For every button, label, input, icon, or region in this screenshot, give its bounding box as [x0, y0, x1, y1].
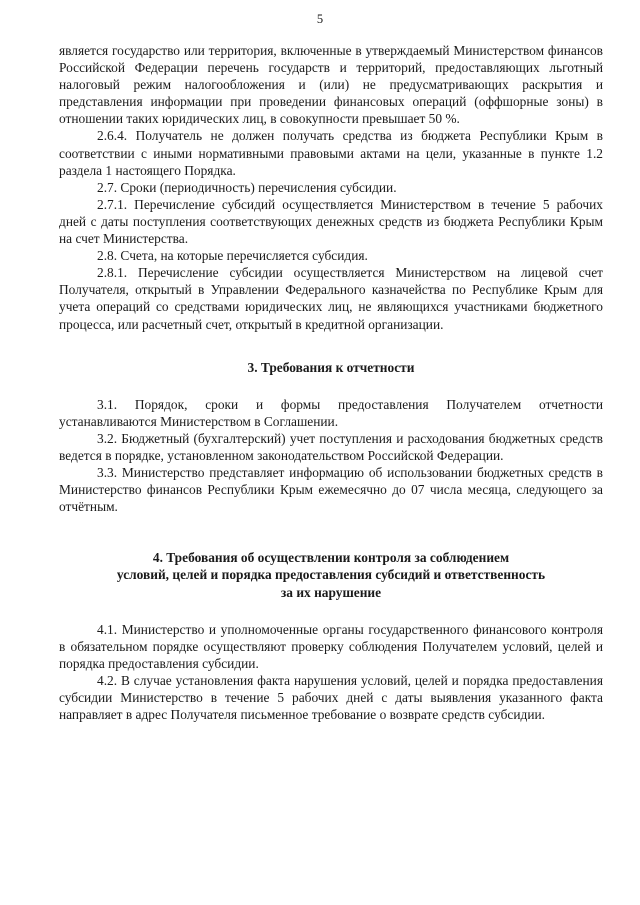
document-body [59, 42, 603, 723]
section-4-heading-line: условий, целей и порядка предоставления субсидий и ответственность [116, 567, 546, 583]
paragraph-3-1: 3.1. Порядок, сроки и формы предоставления Получателем отчетности устанавливаются Министерством в Соглашении. [59, 396, 603, 429]
paragraph-2-6-4: 2.6.4. Получатель не должен получать средства из бюджета Республики Крым в соответствии с иными нормативными правовыми актами на цели, указанные в пункте 1.2 раздела 1 настоящего Порядка. [59, 128, 603, 178]
paragraph-4-2: 4.2. В случае установления факта нарушения условий, целей и порядка предоставления субсидии Министерство в течение 5 рабочих дней с даты выявления указанного факта направляет в адрес Получателя письменное требование о возврате средств субсидии. [59, 672, 603, 723]
paragraph-2-8: 2.8. Счета, на которые перечисляется субсидия. [97, 248, 368, 264]
section-4-heading-line: 4. Требования об осуществлении контроля за соблюдением [152, 550, 510, 566]
section-3-heading: 3. Требования к отчетности [247, 359, 415, 375]
section-4-heading [59, 549, 603, 600]
section-4-heading-line: за их нарушение [280, 584, 382, 600]
paragraph-2-7: 2.7. Сроки (периодичность) перечисления субсидии. [97, 179, 397, 195]
paragraph-3-2: 3.2. Бюджетный (бухгалтерский) учет поступления и расходования бюджетных средств ведется в порядке, установленном законодательством Российской Федерации. [59, 430, 603, 463]
paragraph-4-1: 4.1. Министерство и уполномоченные органы государственного финансового контроля в обязательном порядке осуществляют проверку соблюдения Получателем условий, целей и порядка предоставления субсидии. [59, 621, 603, 671]
paragraph-3-3: 3.3. Министерство представляет информацию об использовании бюджетных средств в Министерство финансов Республики Крым ежемесячно до 07 числа месяца, следующего за отчётным. [59, 465, 603, 515]
page-number: 5 [316, 12, 324, 26]
paragraph-2-7-1: 2.7.1. Перечисление субсидий осуществляется Министерством в течение 5 рабочих дней с даты поступления соответствующих денежных средств из бюджета Республики Крым на счет Министерства. [59, 196, 603, 247]
continued-paragraph: является государство или территория, включенные в утверждаемый Министерством финансов Российской Федерации перечень государств и территорий, предоставляющих льготный налоговый режим налогообложения и (или) не предусматривающих раскрытия и представления информации при проведении финансовых операций (оффшорные зоны) в отношении таких юридических лиц, в совокупности превышает 50 %. [59, 43, 603, 127]
paragraph-2-8-1: 2.8.1. Перечисление субсидии осуществляется Министерством на лицевой счет Получателя, открытый в Управлении Федерального казначейства по Республике Крым для учета операций со средствами юридических лиц, не являющихся участниками бюджетного процесса, или расчетный счет, открытый в кредитной организации. [59, 265, 603, 332]
